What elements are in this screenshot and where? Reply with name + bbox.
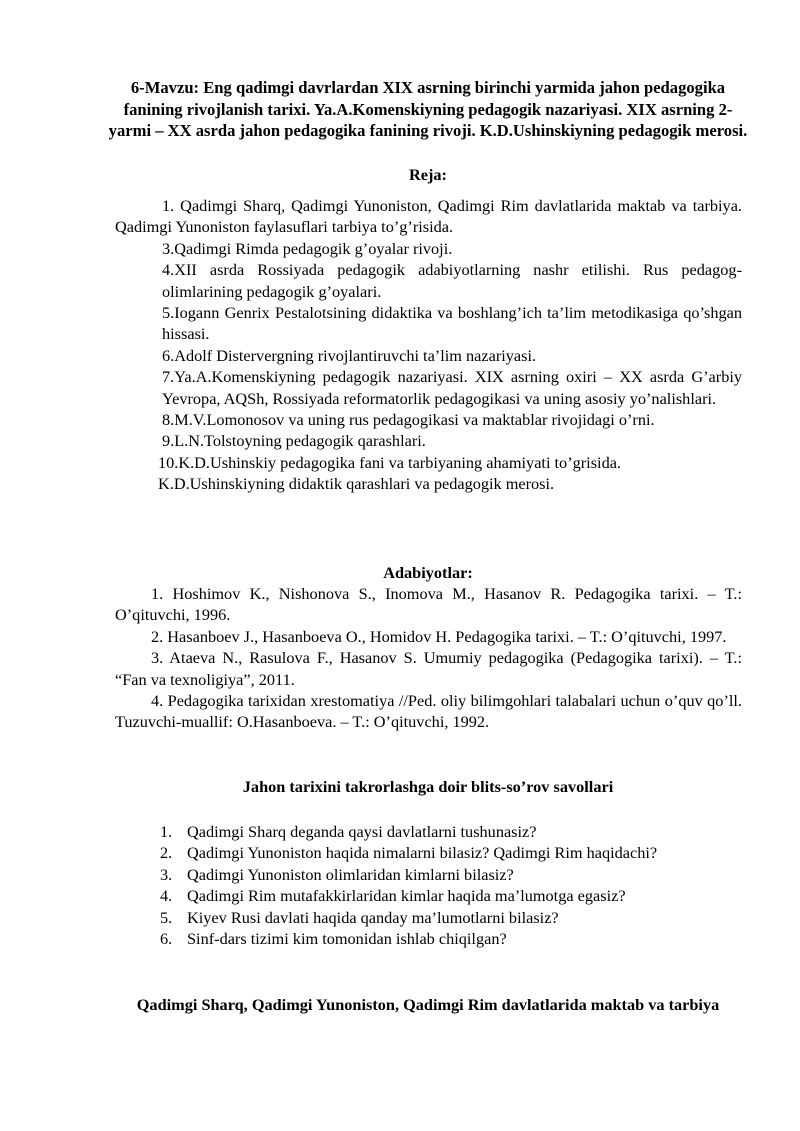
reference-item: 4. Pedagogika tarixidan xrestomatiya //Ped. oliy bilimgohlari talabalari uchun o’quv qo’ll. Tuzuvchi-muallif: O.Hasanboeva. – T.: O’qituvchi, 1992.: [115, 691, 742, 732]
plan-item: 8.M.V.Lomonosov va uning rus pedagogikasi va maktablar rivojidagi o’rni.: [162, 410, 655, 430]
question-text: Qadimgi Yunoniston haqida nimalarni bilasiz? Qadimgi Rim haqidachi?: [187, 843, 658, 863]
reference-item: 1. Hoshimov K., Nishonova S., Inomova M., Hasanov R. Pedagogika tarixi. – T.: O’qituvchi, 1996.: [115, 584, 742, 625]
question-number: 4.: [160, 886, 173, 906]
question-number: 1.: [160, 822, 173, 841]
reference-item: 2. Hasanboev J., Hasanboeva O., Homidov H. Pedagogika tarixi. – T.: O’qituvchi, 1997.: [151, 626, 727, 646]
question-item: [160, 928, 750, 949]
question-item: [160, 885, 750, 906]
question-text: Qadimgi Rim mutafakkirlaridan kimlar haqida ma’lumotga egasiz?: [187, 886, 626, 906]
reference-item: 3. Ataeva N., Rasulova F., Hasanov S. Umumiy pedagogika (Pedagogika tarixi). – T.: “Fan va texnoligiya”, 2011.: [115, 648, 742, 689]
section-heading: Qadimgi Sharq, Qadimgi Yunoniston, Qadimgi Rim davlatlarida maktab va tarbiya: [136, 995, 720, 1014]
question-text: Sinf-dars tizimi kim tomonidan ishlab chiqilgan?: [187, 929, 507, 949]
question-item: [160, 842, 750, 863]
plan-list: [115, 195, 742, 495]
plan-item: 9.L.N.Tolstoyning pedagogik qarashlari.: [162, 431, 426, 451]
question-text: Qadimgi Sharq deganda qaysi davlatlarni tushunasiz?: [187, 822, 537, 841]
plan-item: K.D.Ushinskiyning didaktik qarashlari va pedagogik merosi.: [158, 474, 555, 494]
plan-item: 7.Ya.A.Komenskiyning pedagogik nazariyasi. XIX asrning oxiri – XX asrda G’arbiy Yevropa, AQSh, Rossiyada reformatorlik pedagogikasi va uning asosiy yo’nalishlari.: [162, 367, 742, 408]
plan-item: 4.XII asrda Rossiyada pedagogik adabiyotlarning nashr etilishi. Rus pedagog-olimlarining pedagogik g’oyalari.: [162, 260, 742, 301]
question-text: Kiyev Rusi davlati haqida qanday ma’lumotlarni bilasiz?: [187, 907, 559, 927]
question-number: 6.: [160, 929, 173, 949]
question-text: Qadimgi Yunoniston olimlaridan kimlarni bilasiz?: [187, 864, 514, 884]
plan-item: 3.Qadimgi Rimda pedagogik g’oyalar rivoji.: [162, 238, 453, 258]
plan-item: 5.Iogann Genrix Pestalotsining didaktika va boshlang’ich ta’lim metodikasiga qo’shgan hissasi.: [162, 303, 742, 344]
references-list: [115, 583, 742, 733]
plan-heading: Reja:: [409, 165, 447, 184]
question-item: [160, 821, 750, 842]
page-title: 6-Mavzu: Eng qadimgi davrlardan XIX asrning birinchi yarmida jahon pedagogika fanining rivojlanish tarixi. Ya.A.Komenskiyning pedagogik nazariyasi. XIX asrning 2-yarmi – XX asrda jahon pedagogika fanining rivoji. K.D.Ushinskiyning pedagogik merosi.: [108, 78, 748, 141]
questions-list: [160, 821, 750, 949]
questions-heading: Jahon tarixini takrorlashga doir blits-so’rov savollari: [242, 777, 614, 796]
question-number: 5.: [160, 907, 173, 927]
references-heading: Adabiyotlar:: [383, 563, 473, 582]
question-number: 3.: [160, 864, 173, 884]
plan-item: 1. Qadimgi Sharq, Qadimgi Yunoniston, Qadimgi Rim davlatlarida maktab va tarbiya. Qadimgi Yunoniston faylasuflari tarbiya to’g’risida.: [115, 196, 742, 237]
question-item: [160, 907, 750, 928]
plan-item: 10.K.D.Ushinskiy pedagogika fani va tarbiyaning ahamiyati to’grisida.: [158, 452, 622, 472]
plan-item: 6.Adolf Distervergning rivojlantiruvchi ta’lim nazariyasi.: [162, 345, 537, 365]
question-item: [160, 864, 750, 885]
question-number: 2.: [160, 843, 173, 863]
